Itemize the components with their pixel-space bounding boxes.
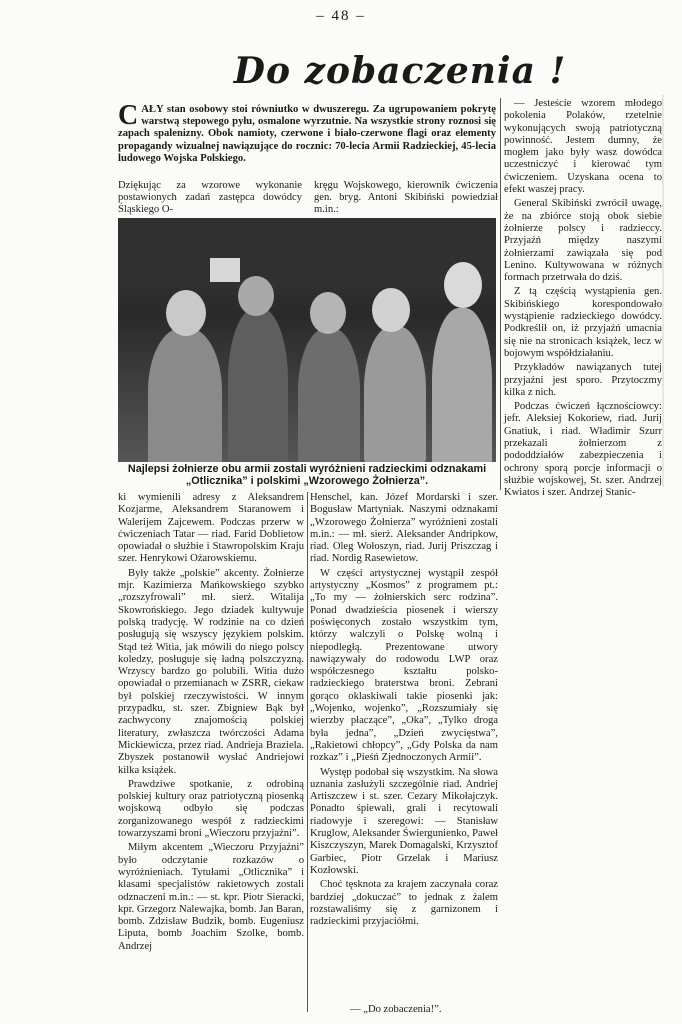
paragraph: Henschel, kan. Józef Mordarski i szer. Bogusław Martyniak. Naszymi odznakami „Wzorowego Żołnierza” wyróżnieni zostali m.in.: — mł. sierż. Aleksander Andripkow, riad. Oleg Wołoszyn, riad. Jurij Priszczag i riad. Nordig Rasewietow. bbox=[310, 492, 498, 565]
paragraph: General Skibiński zwrócił uwagę, że na zbiórce stoją obok siebie żołnierze polscy i radzieccy. Przyjaźń między naszymi żołnierzami zawiązała się pod Lenino. Kultywowana w różnych formach przetrwała do dziś. bbox=[504, 198, 662, 284]
soldier-figure bbox=[298, 328, 360, 462]
paragraph: Podczas ćwiczeń łącznościowcy: jefr. Aleksiej Kokoriew, riad. Jurij Gnatiuk, i riad. Władimir Szurr przekazali żołnierzom z pododdziałów zabezpieczenia i ochrony sporą porcje informacji o służbie wojskowej, St. szer. Andrzej Kwiatos i szer. Andrzej Stanic- bbox=[504, 401, 662, 499]
soldier-head bbox=[310, 292, 346, 334]
column-divider bbox=[500, 98, 501, 490]
photo-caption: Najlepsi żołnierze obu armii zostali wyróżnieni radzieckimi odznakami „Otlicznika” i polskimi „Wzorowego Żołnierza”. bbox=[127, 463, 487, 488]
column-1 bbox=[118, 492, 304, 953]
officer-head bbox=[166, 290, 206, 336]
paragraph: Przykładów nawiązanych tutej przyjaźni jest sporo. Przytoczmy kilka z nich. bbox=[504, 362, 662, 398]
paragraph: Miłym akcentem „Wieczoru Przyjaźni” było odczytanie rozkazów o wyróżnieniach. Tytułami „Otlicznika” i klasami specjalistów rakietowych zostali odznaczeni m.in.: — st. kpr. Piotr Sieracki, kpr. Grzegorz Nalewajka, bomb. Jan Baran, bomb. Zdzisław Budzik, bomb. Eugeniusz Liputa, bomb Joachim Szolke, bomb. Andrzej bbox=[118, 842, 304, 952]
paragraph: Były także „polskie” akcenty. Żołnierze mjr. Kazimierza Mańkowskiego szybko „rozszyfrowali” mł. sierż. Witalija Skowrońskiego. Jego dziadek kultywuje polską tradycję. W rodzinie na co dzień posługują się wszyscy językiem polskim. Stąd też Witia, jak mówili do niego polscy koledzy, posługuje się ładną polszczyzną. Wrzyscy bardzo go polubili. Witia dużo opowiadał o przemianach w ZSRR, ciekaw był polskiej rzeczywistości. W innym przypadku, st. szer. Zbigniew Bąk był zachwycony znajomością polskiej literatury, zwłaszcza twórczości Adama Mickiewicza, przez riad. Andrieja Braziela. Zbyszek postanowił wysłać Andriejowi kilka książek. bbox=[118, 567, 304, 776]
soldier-head bbox=[238, 276, 274, 316]
paragraph: ki wymienili adresy z Aleksandrem Kozjarme, Aleksandrem Staranowem i Walerijem Zajcewem. Podczas przerw w ćwiczeniach Tatar — riad. Farid Doblietow opowiadał o służbie i Stawropolskim Kraju szer. Henrykowi Ożarowskiemu. bbox=[118, 492, 304, 565]
sign-off: — „Do zobaczenia!”. bbox=[350, 1004, 442, 1015]
paragraph: Prawdziwe spotkanie, z odrobiną polskiej kultury oraz patriotyczną piosenką wojskową odbyło się podczas zorganizowanego wespół z radzieckimi towarzyszami broni „Wieczoru przyjaźni”. bbox=[118, 778, 304, 840]
column-3 bbox=[504, 98, 662, 500]
column-divider bbox=[307, 492, 308, 1012]
lead-paragraph: CAŁY stan osobowy stoi równiutko w dwuszeregu. Za ugrupowaniem pokrytę warstwą stepowego pyłu, osmalone wyrzutnie. Na wszystkie strony roznosi się zapach spalenizny. Obok namioty, czerwone i biało-czerwone flagi oraz elementy propagandy wizualnej nawiązujące do rocznic: 70-lecia Armii Radzieckiej, 45-lecia ludowego Wojska Polskiego. bbox=[118, 100, 496, 164]
soldier-figure bbox=[432, 308, 492, 462]
soldier-head bbox=[444, 262, 482, 308]
officer-figure bbox=[148, 328, 222, 462]
photo-background bbox=[118, 218, 496, 288]
paragraph: Choć tęsknota za krajem zaczynała coraz bardziej „dokuczać” to jednak z żalem rozstawaliśmy się z garnizonem i radzieckimi przyjaciółmi. bbox=[310, 879, 498, 928]
intro-right: kręgu Wojskowego, kierownik ćwiczenia gen. bryg. Antoni Skibiński powiedział m.in.: bbox=[314, 180, 498, 216]
paragraph: Z tą częścią wystąpienia gen. Skibińskiego korespondowało wystąpienie radzieckiego dowódcy. Podkreślił on, iż przyjaźń umacnia się nie na stronicach książek, lecz w bojowym współdziałaniu. bbox=[504, 286, 662, 359]
soldier-head bbox=[372, 288, 410, 332]
column-2 bbox=[310, 492, 498, 928]
page-number: – 48 – bbox=[316, 8, 366, 24]
soldier-figure bbox=[364, 326, 426, 462]
photo-wall-sign bbox=[210, 258, 240, 282]
headline: Do zobaczenia ! bbox=[233, 50, 567, 92]
intro-left: Dziękując za wzorowe wykonanie postawionych zadań zastępca dowódcy Śląskiego O- bbox=[118, 180, 302, 216]
news-photo bbox=[118, 218, 496, 462]
clipping-edge bbox=[662, 95, 664, 487]
paragraph: — Jesteście wzorem młodego pokolenia Polaków, rzetelnie wykonujących swoją patriotyczną powinność. Jestem dumny, że mogłem jako były wasz dowódca uczestniczyć i kierować tym ćwiczeniem. Uzyskana ocena to efekt waszej pracy. bbox=[504, 98, 662, 196]
soldier-figure bbox=[228, 308, 288, 462]
paragraph: W części artystycznej wystąpił zespół artystyczny „Kosmos” z programem pt.: „To my — żołnierskich serc rodzina”. Ponad dwadzieścia piosenek i wierszy poświęconych zostało wszystkim tym, którzy walczyli o Polskę wolną i niepodległą. Prezentowane utwory nawiązywały do rodowodu LWP oraz współczesnego kształtu polsko-radzieckiego braterstwa broni. Zebrani gorąco oklaskiwali takie piosenki jak: „Wojenko, wojenko”, „Rozszumiały się wierzby płaczące”, „Oka”, „Tylko droga była jedna”, „Dzień zwycięstwa”, „Rakietowi chłopcy”, „Gdy Polska da nam rozkaz” i „Pieśń Zjednoczonych Armii”. bbox=[310, 567, 498, 764]
paragraph: Występ podobał się wszystkim. Na słowa uznania zasłużyli szczególnie riad. Andriej Artiszczew i st. szer. Cezary Mikołajczyk. Ponadto śpiewali, grali i recytowali riadowyje i szeregowi: — Stanisław Kruglow, Aleksander Świergunienko, Paweł Kiszczyszyn, Marek Domagalski, Krzysztof Garbiec, Piotr Grzelak i Mariusz Kozłowski. bbox=[310, 766, 498, 876]
